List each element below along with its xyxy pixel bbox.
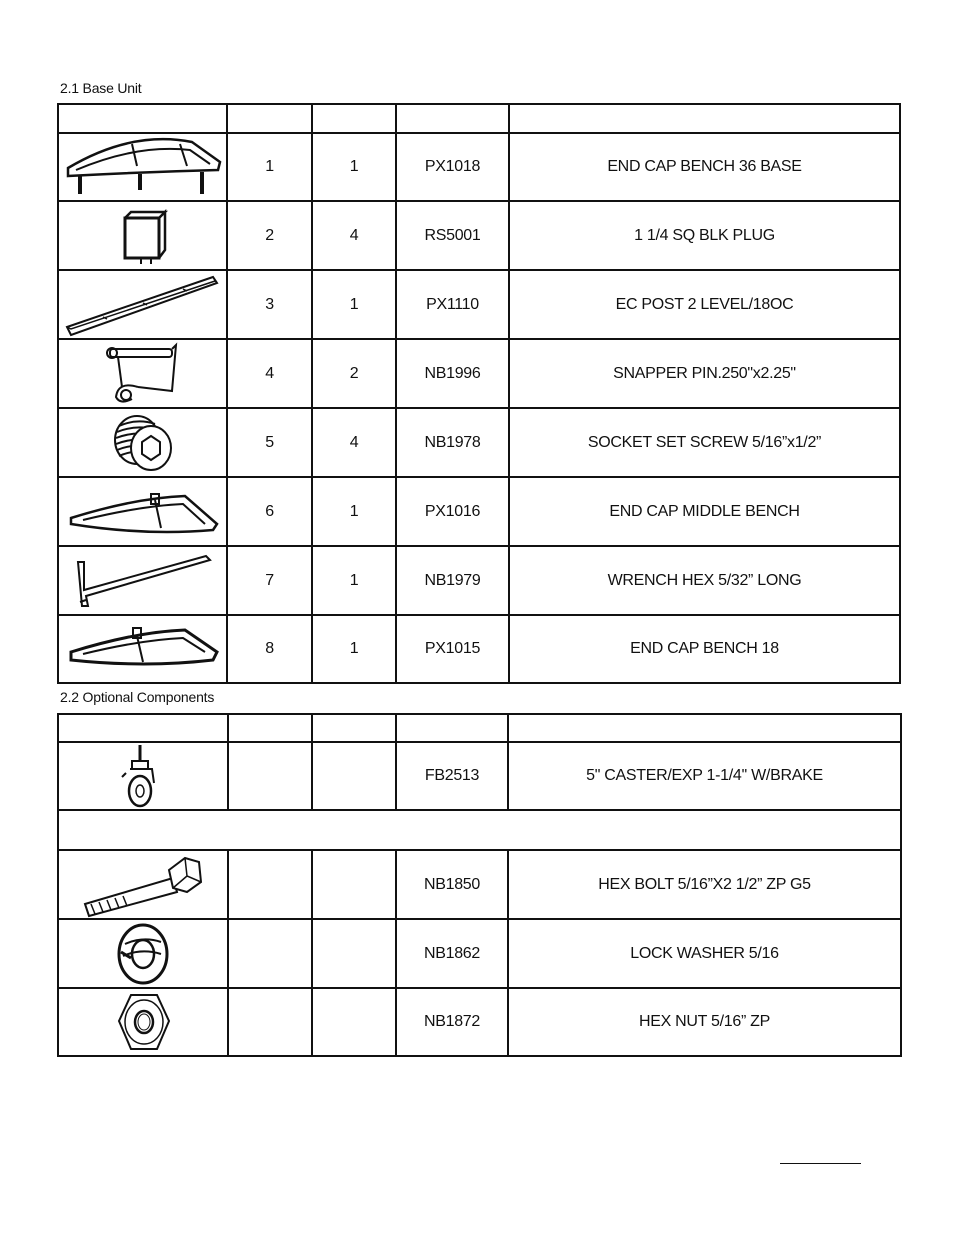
quantity: 1 bbox=[312, 133, 396, 201]
item-number bbox=[228, 850, 312, 919]
item-number: 5 bbox=[227, 408, 312, 477]
part-image-cell bbox=[58, 988, 228, 1056]
quantity bbox=[312, 742, 396, 810]
item-number bbox=[228, 919, 312, 988]
part-image-cell bbox=[58, 477, 227, 546]
description: 5" CASTER/EXP 1-1/4'' W/BRAKE bbox=[508, 742, 901, 810]
description: END CAP MIDDLE BENCH bbox=[509, 477, 900, 546]
description: HEX NUT 5/16” ZP bbox=[508, 988, 901, 1056]
description: WRENCH HEX 5/32” LONG bbox=[509, 546, 900, 615]
blank-merged-cell bbox=[58, 810, 901, 850]
part-image-cell bbox=[58, 742, 228, 810]
quantity: 4 bbox=[312, 408, 396, 477]
part-image-cell bbox=[58, 919, 228, 988]
optional-components-table bbox=[57, 713, 902, 1057]
description: HEX BOLT 5/16”X2 1/2” ZP G5 bbox=[508, 850, 901, 919]
hex-bolt-icon bbox=[81, 852, 205, 918]
table-row bbox=[58, 850, 901, 919]
part-number: PX1015 bbox=[396, 615, 509, 683]
description: EC POST 2 LEVEL/18OC bbox=[509, 270, 900, 339]
quantity: 2 bbox=[312, 339, 396, 408]
description: END CAP BENCH 36 BASE bbox=[509, 133, 900, 201]
table-header-row bbox=[58, 714, 901, 742]
header-cell bbox=[508, 714, 901, 742]
description: SNAPPER PIN.250"x2.25" bbox=[509, 339, 900, 408]
table-row bbox=[58, 919, 901, 988]
part-image-cell bbox=[58, 133, 227, 201]
part-image-cell bbox=[58, 339, 227, 408]
item-number: 8 bbox=[227, 615, 312, 683]
item-number: 4 bbox=[227, 339, 312, 408]
quantity bbox=[312, 988, 396, 1056]
hex-wrench-icon bbox=[72, 552, 214, 610]
description: 1 1/4 SQ BLK PLUG bbox=[509, 201, 900, 270]
table-row bbox=[58, 339, 900, 408]
part-image-cell bbox=[58, 270, 227, 339]
base-unit-table bbox=[57, 103, 901, 684]
part-number: FB2513 bbox=[396, 742, 508, 810]
part-image-cell bbox=[58, 546, 227, 615]
description: LOCK WASHER 5/16 bbox=[508, 919, 901, 988]
section-title-optional-components: 2.2 Optional Components bbox=[60, 689, 215, 705]
lock-washer-icon bbox=[115, 922, 171, 986]
part-number: PX1110 bbox=[396, 270, 509, 339]
description: END CAP BENCH 18 bbox=[509, 615, 900, 683]
item-number: 7 bbox=[227, 546, 312, 615]
item-number bbox=[228, 988, 312, 1056]
quantity: 1 bbox=[312, 546, 396, 615]
item-number: 6 bbox=[227, 477, 312, 546]
part-number: NB1979 bbox=[396, 546, 509, 615]
part-image-cell bbox=[58, 201, 227, 270]
table-row bbox=[58, 546, 900, 615]
header-cell bbox=[228, 714, 312, 742]
snapper-pin-icon bbox=[98, 341, 188, 407]
quantity: 1 bbox=[312, 270, 396, 339]
item-number: 2 bbox=[227, 201, 312, 270]
header-cell bbox=[396, 104, 509, 133]
part-image-cell bbox=[58, 850, 228, 919]
item-number bbox=[228, 742, 312, 810]
description: SOCKET SET SCREW 5/16”x1/2” bbox=[509, 408, 900, 477]
corner-bench-base-icon bbox=[62, 136, 224, 198]
table-row bbox=[58, 742, 901, 810]
quantity: 1 bbox=[312, 477, 396, 546]
corner-bench-18-icon bbox=[65, 622, 221, 676]
header-cell bbox=[227, 104, 312, 133]
post-bar-icon bbox=[63, 273, 223, 337]
table-row bbox=[58, 408, 900, 477]
quantity bbox=[312, 850, 396, 919]
header-cell bbox=[58, 714, 228, 742]
table-row bbox=[58, 270, 900, 339]
part-image-cell bbox=[58, 408, 227, 477]
part-number: PX1018 bbox=[396, 133, 509, 201]
header-cell bbox=[312, 104, 396, 133]
part-number: NB1862 bbox=[396, 919, 508, 988]
part-number: NB1978 bbox=[396, 408, 509, 477]
signature-line bbox=[780, 1163, 861, 1164]
table-row bbox=[58, 201, 900, 270]
part-number: RS5001 bbox=[396, 201, 509, 270]
quantity bbox=[312, 919, 396, 988]
part-image-cell bbox=[58, 615, 227, 683]
part-number: NB1850 bbox=[396, 850, 508, 919]
part-number: NB1872 bbox=[396, 988, 508, 1056]
quantity: 4 bbox=[312, 201, 396, 270]
header-cell bbox=[312, 714, 396, 742]
table-row bbox=[58, 477, 900, 546]
table-row bbox=[58, 988, 901, 1056]
item-number: 1 bbox=[227, 133, 312, 201]
part-number: NB1996 bbox=[396, 339, 509, 408]
table-header-row bbox=[58, 104, 900, 133]
table-row bbox=[58, 133, 900, 201]
set-screw-icon bbox=[107, 410, 179, 476]
corner-bench-middle-icon bbox=[65, 484, 221, 540]
header-cell bbox=[396, 714, 508, 742]
header-cell bbox=[509, 104, 900, 133]
item-number: 3 bbox=[227, 270, 312, 339]
square-plug-icon bbox=[113, 206, 173, 266]
quantity: 1 bbox=[312, 615, 396, 683]
header-cell bbox=[58, 104, 227, 133]
section-title-base-unit: 2.1 Base Unit bbox=[60, 80, 142, 96]
caster-wheel-icon bbox=[118, 743, 168, 809]
part-number: PX1016 bbox=[396, 477, 509, 546]
table-row bbox=[58, 615, 900, 683]
spacer-row bbox=[58, 810, 901, 850]
hex-nut-icon bbox=[115, 991, 171, 1053]
